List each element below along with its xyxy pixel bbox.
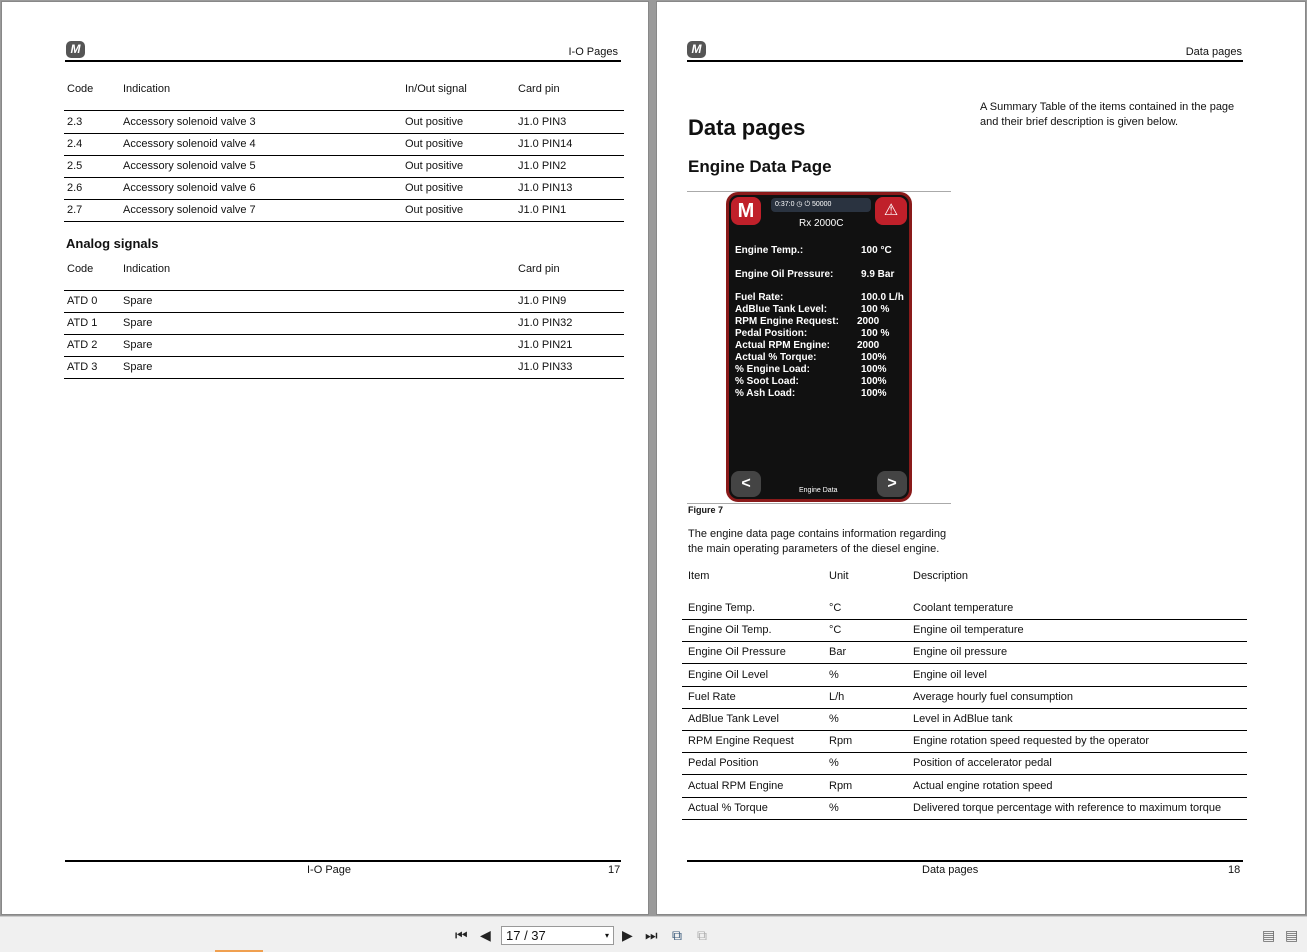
screen-label: Pedal Position: xyxy=(735,328,808,339)
screen-label: Fuel Rate: xyxy=(735,292,784,303)
cell: % xyxy=(829,757,839,770)
cell: Engine Oil Temp. xyxy=(688,624,772,637)
screen-value: 100% xyxy=(861,376,887,387)
cell: In/Out signal xyxy=(405,83,467,95)
next-page-button[interactable]: ▶ xyxy=(622,927,633,943)
cell: 2.5 xyxy=(67,160,83,172)
next-arrow-icon: > xyxy=(877,471,907,497)
table-row xyxy=(682,687,1247,709)
screen-value: 100.0 L/h xyxy=(861,292,904,303)
table-header xyxy=(682,566,1247,598)
screen-label: Engine Temp.: xyxy=(735,245,804,256)
cell: ATD 2 xyxy=(67,339,98,351)
screen-label: Actual RPM Engine: xyxy=(735,340,831,351)
page-number: 17 xyxy=(608,864,621,876)
cell: Actual engine rotation speed xyxy=(913,779,1053,792)
table-row xyxy=(682,642,1247,664)
engine-data-screen xyxy=(726,192,912,502)
counter: 50000 xyxy=(811,201,832,208)
first-page-button[interactable]: ⏮ xyxy=(455,927,468,943)
cell: Card pin xyxy=(518,83,560,95)
cell: Rpm xyxy=(829,735,853,748)
chevron-down-icon[interactable]: ▾ xyxy=(604,931,609,940)
cell: Fuel Rate xyxy=(688,690,736,703)
warning-icon: ⚠ xyxy=(875,197,907,225)
table-row xyxy=(682,620,1247,642)
logo: M xyxy=(66,41,85,58)
screen-label: Actual % Torque: xyxy=(735,352,817,363)
cell: Delivered torque percentage with reference to maximum torque xyxy=(913,801,1222,814)
page-view-icon[interactable]: ⧉ xyxy=(697,927,707,943)
cell: Actual % Torque xyxy=(688,801,768,814)
cell: RPM Engine Request xyxy=(688,735,794,748)
screen-label: RPM Engine Request: xyxy=(735,316,839,327)
screen-value: 100 °C xyxy=(861,245,892,256)
cell: Rpm xyxy=(829,779,853,792)
cell: J1.0 PIN9 xyxy=(518,295,567,307)
cell: 2.6 xyxy=(67,182,83,194)
cell: Engine oil temperature xyxy=(913,624,1024,637)
screen-label: % Soot Load: xyxy=(735,376,799,387)
cell: Out positive xyxy=(405,182,464,194)
cell: Spare xyxy=(123,317,153,329)
cell: Average hourly fuel consumption xyxy=(913,690,1074,703)
cell: Spare xyxy=(123,295,153,307)
table-header xyxy=(64,259,624,291)
table-row xyxy=(64,156,624,178)
cell: Code xyxy=(67,83,94,95)
time: 0:37:0 xyxy=(775,201,795,208)
cell: 2.7 xyxy=(67,204,83,216)
table-row xyxy=(64,335,624,357)
cell: Indication xyxy=(123,263,171,275)
page-17 xyxy=(1,1,649,915)
header-rule xyxy=(65,60,621,62)
pdf-toolbar xyxy=(0,916,1307,952)
screen-label: Engine Oil Pressure: xyxy=(735,269,834,280)
footer-rule xyxy=(687,860,1243,862)
screen-label: % Engine Load: xyxy=(735,364,810,375)
cell: Accessory solenoid valve 5 xyxy=(123,160,256,172)
screen-value: 9.9 Bar xyxy=(861,269,895,280)
rotate-page-icon[interactable]: ⧉ xyxy=(672,927,682,943)
cell: ATD 0 xyxy=(67,295,98,307)
status-bar: 0:37:0 ◷ ⏻ 50000 xyxy=(771,198,871,212)
cell: ATD 1 xyxy=(67,317,98,329)
cell: Code xyxy=(67,263,94,275)
cell: L/h xyxy=(829,690,845,703)
screen-label: % Ash Load: xyxy=(735,388,796,399)
footer-rule xyxy=(65,860,621,862)
table-row xyxy=(64,200,624,222)
table-row xyxy=(682,776,1247,798)
cell: Engine Temp. xyxy=(688,602,756,614)
intro-line: A Summary Table of the items contained in the page xyxy=(980,101,1235,113)
table-row xyxy=(682,731,1247,753)
cell: ATD 3 xyxy=(67,361,98,373)
page-field-value: 17 / 37 xyxy=(506,928,546,943)
cell: Spare xyxy=(123,339,153,351)
description-line: the main operating parameters of the diesel engine. xyxy=(688,543,940,555)
cell: J1.0 PIN33 xyxy=(518,361,573,373)
cell: Item xyxy=(688,570,710,582)
cell: Accessory solenoid valve 4 xyxy=(123,138,256,150)
screen-value: 100 % xyxy=(861,304,890,315)
cell: °C xyxy=(829,624,842,637)
table-row xyxy=(64,313,624,335)
table-row xyxy=(64,134,624,156)
page-header: I-O Pages xyxy=(568,46,618,58)
table-row xyxy=(64,291,624,313)
cell: Engine rotation speed requested by the operator xyxy=(913,735,1150,748)
section-title: Engine Data Page xyxy=(688,157,832,176)
cell: Out positive xyxy=(405,204,464,216)
prev-arrow-icon: < xyxy=(731,471,761,497)
cell: Engine Oil Level xyxy=(688,668,769,681)
cell: J1.0 PIN13 xyxy=(518,182,573,194)
cell: J1.0 PIN21 xyxy=(518,339,573,351)
screen-footer: Engine Data xyxy=(799,487,838,494)
page-number-input[interactable] xyxy=(501,926,614,945)
table-header xyxy=(64,79,624,111)
m-logo-icon: M xyxy=(731,197,761,225)
table-row xyxy=(682,665,1247,687)
table-row xyxy=(682,709,1247,731)
screen-value: 100% xyxy=(861,388,887,399)
cell: Unit xyxy=(829,570,849,582)
screen-value: 2000 xyxy=(857,340,880,351)
model-label: Rx 2000C xyxy=(799,218,844,229)
cell: Bar xyxy=(829,646,847,659)
cell: Accessory solenoid valve 6 xyxy=(123,182,256,194)
cell: J1.0 PIN1 xyxy=(518,204,567,216)
cell: Out positive xyxy=(405,116,464,128)
cell: J1.0 PIN14 xyxy=(518,138,573,150)
screen-value: 100 % xyxy=(861,328,890,339)
page-title: Data pages xyxy=(688,115,806,140)
cell: Level in AdBlue tank xyxy=(913,713,1013,725)
page-18 xyxy=(656,1,1306,915)
cell: Position of accelerator pedal xyxy=(913,757,1052,770)
intro-line: and their brief description is given below. xyxy=(980,116,1179,128)
continuous-page-icon[interactable]: ▤ xyxy=(1285,927,1299,943)
logo: M xyxy=(687,41,706,58)
single-page-icon[interactable]: ▤ xyxy=(1262,927,1276,943)
cell: J1.0 PIN3 xyxy=(518,116,567,128)
page-number: 18 xyxy=(1228,864,1241,876)
screen-value: 100% xyxy=(861,364,887,375)
cell: Indication xyxy=(123,83,171,95)
cell: % xyxy=(829,713,839,725)
cell: % xyxy=(829,668,839,681)
cell: 2.4 xyxy=(67,138,83,150)
table-row xyxy=(682,798,1247,820)
cell: Pedal Position xyxy=(688,757,759,770)
cell: Accessory solenoid valve 7 xyxy=(123,204,256,216)
cell: 2.3 xyxy=(67,116,83,128)
table-row xyxy=(64,112,624,134)
cell: Engine oil pressure xyxy=(913,646,1008,659)
page-footer: I-O Page xyxy=(307,864,352,876)
cell: Card pin xyxy=(518,263,560,275)
page-footer: Data pages xyxy=(922,864,979,876)
cell: Out positive xyxy=(405,138,464,150)
page-header: Data pages xyxy=(1185,46,1242,58)
cell: Out positive xyxy=(405,160,464,172)
description-line: The engine data page contains information regarding xyxy=(688,528,947,540)
figure-caption: Figure 7 xyxy=(688,505,724,515)
cell: Accessory solenoid valve 3 xyxy=(123,116,256,128)
cell: Description xyxy=(913,570,969,582)
section-title: Analog signals xyxy=(66,236,159,251)
prev-page-button[interactable]: ◀ xyxy=(480,927,491,943)
cell: Engine oil level xyxy=(913,668,987,681)
table-row xyxy=(682,598,1247,620)
figure-rule xyxy=(687,503,951,504)
cell: Spare xyxy=(123,361,153,373)
table-row xyxy=(682,753,1247,775)
screen-value: 100% xyxy=(861,352,887,363)
cell: Actual RPM Engine xyxy=(688,779,784,792)
last-page-button[interactable]: ⏭ xyxy=(645,927,658,943)
header-rule xyxy=(687,60,1243,62)
cell: % xyxy=(829,801,839,814)
cell: AdBlue Tank Level xyxy=(688,713,779,725)
screen-value: 2000 xyxy=(857,316,880,327)
screen-label: AdBlue Tank Level: xyxy=(735,304,828,315)
cell: J1.0 PIN2 xyxy=(518,160,567,172)
cell: Engine Oil Pressure xyxy=(688,646,786,659)
cell: °C xyxy=(829,602,842,614)
table-row xyxy=(64,178,624,200)
table-row xyxy=(64,357,624,379)
cell: J1.0 PIN32 xyxy=(518,317,573,329)
cell: Coolant temperature xyxy=(913,602,1014,614)
